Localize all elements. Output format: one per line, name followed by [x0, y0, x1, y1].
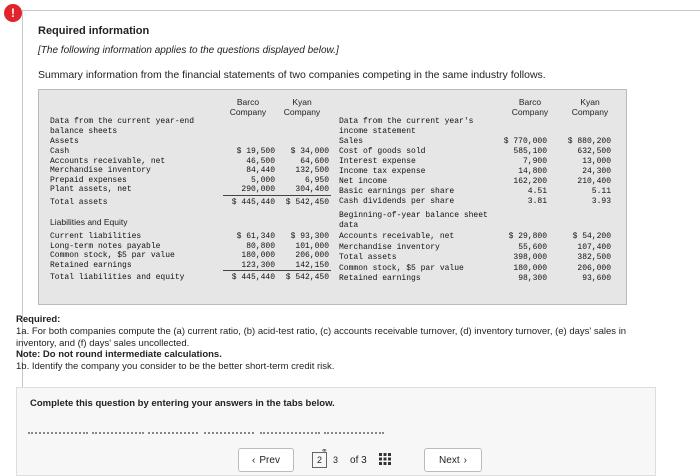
- bob-row-kyan: 382,500: [577, 253, 611, 262]
- liab-row-kyan: $ 93,300: [290, 232, 329, 241]
- income-row-label: Income tax expense: [339, 167, 426, 176]
- bob-title: Beginning-of-year balance sheet data: [339, 211, 488, 230]
- left-section-title: Data from the current year-end balance sheets: [50, 117, 195, 136]
- next-label: Next: [439, 454, 460, 466]
- bob-row-barco: 98,300: [518, 274, 547, 283]
- liab-row-barco: 123,300: [241, 260, 275, 270]
- liab-row-kyan: 206,000: [295, 251, 329, 261]
- financial-data-table: [38, 89, 627, 305]
- tab-4[interactable]: [204, 432, 254, 440]
- bob-row-kyan: $ 54,200: [572, 232, 611, 241]
- alert-icon: !: [4, 4, 22, 22]
- left-liab-rule: [223, 270, 331, 271]
- chevron-right-icon: ›: [463, 454, 467, 466]
- right-col-barco-header: Barco Company: [511, 97, 549, 117]
- current-page-box[interactable]: [312, 446, 328, 468]
- tab-3[interactable]: [148, 432, 198, 440]
- of-label: of 3: [350, 454, 367, 466]
- income-row-kyan: 13,000: [582, 157, 611, 166]
- income-row-label: Interest expense: [339, 157, 416, 166]
- tab-1[interactable]: [28, 432, 88, 440]
- asset-row-barco: 5,000: [250, 175, 275, 185]
- liabilities-equity-title: Liabilities and Equity: [50, 217, 128, 227]
- income-row-kyan: 3.93: [591, 197, 611, 206]
- income-row-barco: 162,200: [513, 177, 547, 186]
- prev-button[interactable]: [238, 448, 294, 472]
- prev-label: Prev: [259, 454, 280, 466]
- assets-label: Assets: [50, 137, 79, 146]
- asset-row-label: Cash: [50, 147, 70, 156]
- income-row-barco: 585,100: [513, 147, 547, 156]
- bob-row-barco: 180,000: [513, 263, 547, 273]
- income-row-barco: $ 770,000: [503, 137, 547, 146]
- current-page: 2: [317, 455, 323, 465]
- page-navigator: [312, 446, 391, 474]
- page-input[interactable]: 3: [333, 455, 339, 465]
- total-assets-kyan: $ 542,450: [285, 198, 329, 207]
- summary-text: Summary information from the financial statements of two companies competing in the same industry follows.: [38, 69, 546, 81]
- income-row-label: Cash dividends per share: [339, 197, 455, 206]
- chevron-left-icon: ‹: [252, 454, 256, 466]
- bob-row-kyan: 206,000: [577, 263, 611, 273]
- bob-row-kyan: 107,400: [577, 242, 611, 252]
- rounding-note: Note: Do not round intermediate calculations.: [16, 349, 222, 360]
- liab-row-barco: 80,800: [246, 241, 275, 251]
- income-row-kyan: 24,300: [582, 167, 611, 176]
- income-row-barco: 14,800: [518, 167, 547, 176]
- income-row-label: Cost of goods sold: [339, 147, 426, 156]
- income-row-label: Net income: [339, 177, 388, 186]
- income-row-barco: 7,900: [522, 157, 547, 166]
- asset-row-barco: 290,000: [241, 185, 275, 195]
- left-col-barco-header: Barco Company: [229, 97, 267, 117]
- tab-6[interactable]: [324, 432, 384, 440]
- income-row-kyan: $ 880,200: [567, 137, 611, 146]
- asset-row-label: Merchandise inventory: [50, 166, 151, 176]
- asset-row-barco: 84,440: [246, 166, 275, 176]
- tab-2[interactable]: [92, 432, 144, 440]
- asset-row-label: Accounts receivable, net: [50, 156, 166, 166]
- left-assets-rule: [223, 195, 331, 196]
- answer-instruction: Complete this question by entering your answers in the tabs below.: [30, 398, 335, 409]
- bob-row-barco: 398,000: [513, 253, 547, 262]
- asset-row-label: Plant assets, net: [50, 185, 132, 195]
- income-row-label: Basic earnings per share: [339, 187, 455, 196]
- question-1a: 1a. For both companies compute the (a) current ratio, (b) acid-test ratio, (c) accounts receivable turnover, (d) inventory turnover, (e) days' sales in inventory, and (f) days' sales uncollected.: [16, 326, 627, 349]
- bob-row-label: Common stock, $5 par value: [339, 263, 464, 273]
- asset-row-label: Prepaid expenses: [50, 175, 127, 185]
- liab-row-barco: 180,000: [241, 251, 275, 261]
- right-section-title: Data from the current year's income statement: [339, 117, 474, 136]
- link-icon: ⚭: [321, 446, 328, 455]
- income-row-label: Sales: [339, 137, 364, 146]
- liab-row-kyan: 101,000: [295, 241, 329, 251]
- total-assets-label: Total assets: [50, 198, 108, 207]
- liab-row-label: Common stock, $5 par value: [50, 251, 175, 261]
- instructions-note: [The following information applies to the questions displayed below.]: [38, 45, 339, 56]
- total-liab-kyan: $ 542,450: [285, 273, 329, 282]
- total-liab-barco: $ 445,440: [231, 273, 275, 282]
- bob-row-barco: 55,600: [518, 242, 547, 252]
- asset-row-kyan: 6,950: [304, 175, 329, 185]
- bob-row-label: Total assets: [339, 253, 397, 262]
- income-row-barco: 3.81: [527, 197, 547, 206]
- asset-row-kyan: 304,400: [295, 185, 329, 195]
- income-row-kyan: 210,400: [577, 177, 611, 186]
- bob-row-label: Retained earnings: [339, 274, 421, 283]
- question-1b: 1b. Identify the company you consider to be the better short-term credit risk.: [16, 361, 335, 372]
- income-row-barco: 4.51: [527, 187, 547, 196]
- income-row-kyan: 5.11: [591, 187, 611, 196]
- bob-row-label: Accounts receivable, net: [339, 232, 455, 241]
- next-button[interactable]: [424, 448, 482, 472]
- liab-row-label: Long-term notes payable: [50, 241, 161, 251]
- required-heading: Required:: [16, 314, 61, 325]
- liab-row-kyan: 142,150: [295, 260, 329, 270]
- right-col-kyan-header: Kyan Company: [571, 97, 609, 117]
- grid-icon[interactable]: [379, 453, 391, 468]
- tab-5[interactable]: [260, 432, 320, 440]
- left-col-kyan-header: Kyan Company: [283, 97, 321, 117]
- asset-row-kyan: $ 34,000: [290, 147, 329, 156]
- bob-row-kyan: 93,600: [582, 274, 611, 283]
- required-info-title: Required information: [38, 25, 150, 37]
- total-assets-barco: $ 445,440: [231, 198, 275, 207]
- asset-row-barco: $ 19,500: [236, 147, 275, 156]
- liab-row-label: Retained earnings: [50, 260, 132, 270]
- answer-tabs: [28, 432, 388, 442]
- liab-row-label: Current liabilities: [50, 232, 142, 241]
- liab-row-barco: $ 61,340: [236, 232, 275, 241]
- asset-row-kyan: 132,500: [295, 166, 329, 176]
- bob-row-barco: $ 29,800: [508, 232, 547, 241]
- income-row-kyan: 632,500: [577, 147, 611, 156]
- asset-row-barco: 46,500: [246, 156, 275, 166]
- bob-row-label: Merchandise inventory: [339, 242, 440, 252]
- asset-row-kyan: 64,600: [300, 156, 329, 166]
- total-liab-label: Total liabilities and equity: [50, 273, 185, 282]
